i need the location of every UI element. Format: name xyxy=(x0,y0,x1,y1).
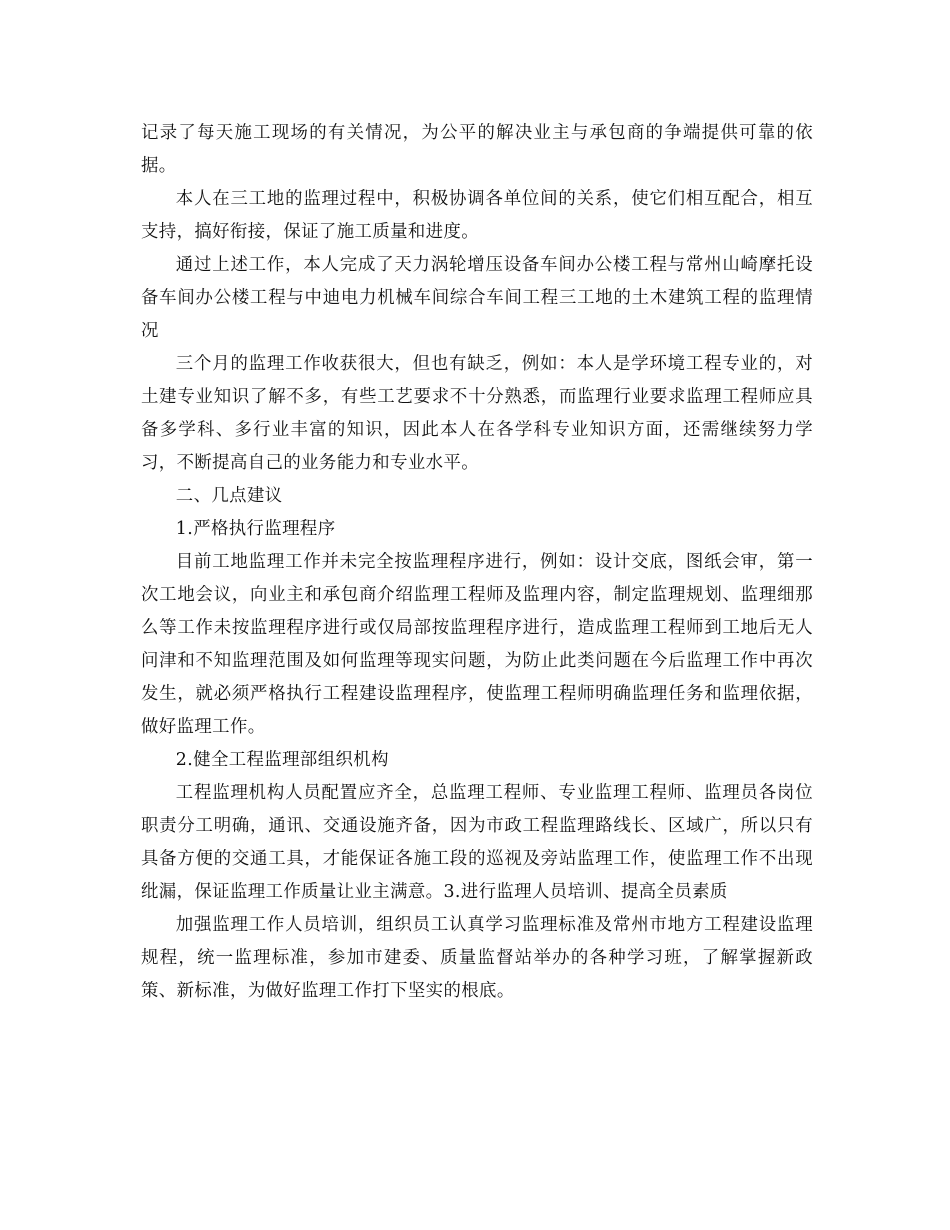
paragraph-coordination: 本人在三工地的监理过程中，积极协调各单位间的关系，使它们相互配合，相互支持，搞好衔接，保证了施工质量和进度。 xyxy=(141,189,813,242)
document-body xyxy=(141,117,813,1008)
subheading-organization: 2.健全工程监理部组织机构 xyxy=(175,750,389,770)
paragraph-gains-shortcomings: 三个月的监理工作收获很大，但也有缺乏，例如：本人是学环境工程专业的，对土建专业知识了解不多，有些工艺要求不十分熟悉，而监理行业要求监理工程师应具备多学科、多行业丰富的知识，因此本人在各学科专业知识方面，还需继续努力学习，不断提高自己的业务能力和专业水平。 xyxy=(141,354,813,473)
paragraph-organization-details: 工程监理机构人员配置应齐全，总监理工程师、专业监理工程师、监理员各岗位职责分工明确，通讯、交通设施齐备，因为市政工程监理路线长、区域广，所以只有具备方便的交通工具，才能保证各施工段的巡视及旁站监理工作，使监理工作不出现纰漏，保证监理工作质量让业主满意。3.进行监理人员培训、提高全员素质 xyxy=(141,783,813,902)
paragraph-continuation: 记录了每天施工现场的有关情况，为公平的解决业主与承包商的争端提供可靠的依据。 xyxy=(141,123,813,176)
paragraph-procedure-details: 目前工地监理工作并未完全按监理程序进行，例如：设计交底，图纸会审，第一次工地会议，向业主和承包商介绍监理工程师及监理内容，制定监理规划、监理细那么等工作未按监理程序进行或仅局部按监理程序进行，造成监理工程师到工地后无人问津和不知监理范围及如何监理等现实问题，为防止此类问题在今后监理工作中再次发生，就必须严格执行工程建设监理程序，使监理工程师明确监理任务和监理依据，做好监理工作。 xyxy=(141,552,813,737)
paragraph-training: 加强监理工作人员培训，组织员工认真学习监理标准及常州市地方工程建设监理规程，统一监理标准，参加市建委、质量监督站举办的各种学习班，了解掌握新政策、新标准，为做好监理工作打下坚实的根底。 xyxy=(141,915,813,1001)
subheading-supervision-procedure: 1.严格执行监理程序 xyxy=(175,519,336,539)
paragraph-work-summary: 通过上述工作，本人完成了天力涡轮增压设备车间办公楼工程与常州山崎摩托设备车间办公楼工程与中迪电力机械车间综合车间工程三工地的土木建筑工程的监理情况 xyxy=(141,255,813,341)
section-heading-suggestions: 二、几点建议 xyxy=(175,486,283,506)
